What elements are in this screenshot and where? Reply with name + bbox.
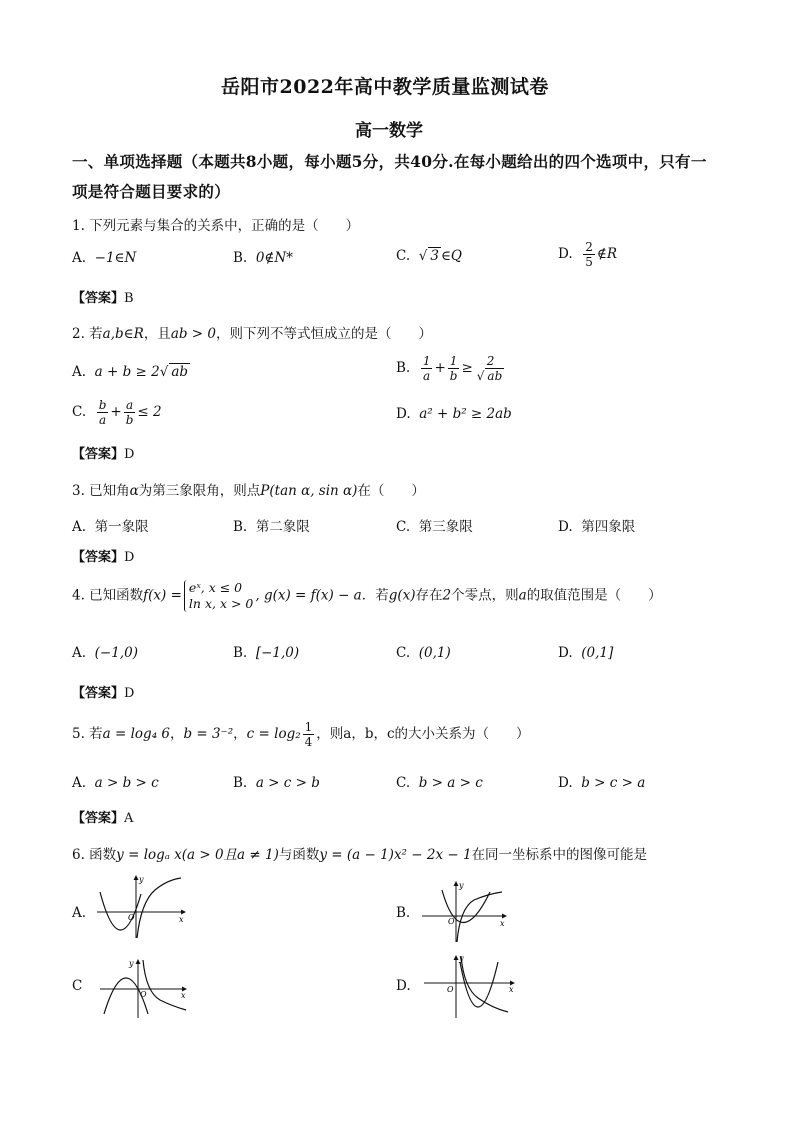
graph-c-y-arrow xyxy=(136,959,141,964)
q1-answer-value: B xyxy=(124,291,134,306)
q2-c-num2: a xyxy=(126,398,134,412)
q2-option-a-label: A. xyxy=(72,364,87,380)
q4-option-c-text: (0,1) xyxy=(418,645,451,661)
q3-option-a xyxy=(72,515,149,535)
q2-b-den3: ab xyxy=(487,369,503,383)
graph-a-log-curve xyxy=(137,878,181,938)
q6-graph-c xyxy=(98,952,198,1022)
q2-option-c-label: C. xyxy=(72,404,87,420)
q5-stem-pre: 5. 若 xyxy=(72,726,103,742)
q2-c-rest: ≤ 2 xyxy=(137,404,162,420)
q4-option-c-label: C. xyxy=(396,645,411,661)
q6-option-b-label: B. xyxy=(396,905,411,921)
q5-answer-value: A xyxy=(124,811,134,826)
graph-a-y-label: y xyxy=(139,875,144,884)
q1-option-c-text: ∈Q xyxy=(440,248,462,264)
q5-option-d-label: D. xyxy=(558,775,573,791)
q5-stem-c: c = log₂ xyxy=(246,726,301,742)
q2-b-num2: 1 xyxy=(449,354,458,368)
graph-d-y-label: y xyxy=(459,954,464,963)
q6-stem-math2: y = (a − 1)x² − 2x − 1 xyxy=(319,847,472,863)
q3-stem-post: 在（ ） xyxy=(357,483,425,499)
q1-option-d-numerator: 2 xyxy=(585,240,593,254)
q1-option-c-label: C. xyxy=(396,248,411,264)
q2-option-a-text: a + b ≥ 2 xyxy=(94,364,160,380)
q4-option-d-label: D. xyxy=(558,645,573,661)
q4-option-b-label: B. xyxy=(233,645,248,661)
q4-option-c xyxy=(396,645,451,661)
section-heading-line2: 项是符合题目要求的） xyxy=(72,182,231,201)
question-6-stem xyxy=(72,843,647,863)
graph-a-x-label: x xyxy=(179,915,184,924)
q6-stem-pre: 6. 函数 xyxy=(72,847,117,863)
q3-option-c-label: C. xyxy=(396,519,411,535)
q5-option-a-label: A. xyxy=(72,775,87,791)
q1-option-a xyxy=(72,250,136,266)
q6-graph-b xyxy=(420,876,520,946)
q2-option-a-radicand: ab xyxy=(171,364,189,380)
q2-option-d xyxy=(396,406,512,422)
q3-option-a-text: 第一象限 xyxy=(94,519,149,535)
q2-b-den1: a xyxy=(423,369,431,383)
section-heading-line1: 一、单项选择题（本题共8小题，每小题5分，共40分.在每小题给出的四个选项中，只有一 xyxy=(72,152,707,171)
q5-c-den: 4 xyxy=(304,735,313,749)
q2-stem-mid: ，且 xyxy=(143,326,171,342)
graph-a-x-arrow xyxy=(181,910,186,915)
q5-option-c-text: b > a > c xyxy=(418,775,483,791)
q1-option-a-text: −1∈N xyxy=(94,250,137,266)
q5-stem-post: ，则a，b，c的大小关系为（ ） xyxy=(316,726,530,742)
q3-option-d xyxy=(558,515,635,535)
q5-option-d xyxy=(558,775,645,791)
q1-option-d-label: D. xyxy=(558,246,573,262)
q2-c-den1: a xyxy=(99,413,107,427)
q2-b-num3: 2 xyxy=(486,354,495,368)
q4-option-a-text: (−1,0) xyxy=(94,645,138,661)
q1-option-b-label: B. xyxy=(233,250,248,266)
q3-option-c xyxy=(396,515,473,535)
q4-option-d xyxy=(558,645,613,661)
q6-stem-mid: 与函数 xyxy=(278,847,320,863)
q1-option-b xyxy=(233,250,293,266)
q2-b-plus: + xyxy=(434,360,446,376)
q3-stem-math2: P(tan α, sin α) xyxy=(260,483,358,499)
graph-c-x-label: x xyxy=(181,991,186,1000)
q4-stem-mid3: 个零点，则 xyxy=(451,587,519,604)
q4-stem-post: 的取值范围是（ ） xyxy=(526,587,662,604)
q4-answer xyxy=(72,682,134,701)
q4-answer-value: D xyxy=(124,686,135,701)
q4-stem-a: a xyxy=(518,587,527,604)
q5-option-c-label: C. xyxy=(396,775,411,791)
q3-answer-value: D xyxy=(124,550,135,565)
graph-b-x-arrow xyxy=(502,914,507,919)
q5-option-a xyxy=(72,775,159,791)
q3-option-b-text: 第二象限 xyxy=(255,519,310,535)
q5-option-b-text: a > c > b xyxy=(255,775,320,791)
page-subtitle: 高一数学 xyxy=(355,121,423,141)
graph-d-log-curve xyxy=(461,956,508,1012)
q5-option-a-text: a > b > c xyxy=(94,775,159,791)
q2-option-b: B. $\frac{1}{a}$ + $\frac{1}{b}$ ≥ $\frac{2}{√ ab}$ xyxy=(396,354,503,383)
q4-case1: eˣ, x ≤ 0 xyxy=(188,580,243,595)
q5-option-b xyxy=(233,775,320,791)
q5-option-b-label: B. xyxy=(233,775,248,791)
q6-graph-d xyxy=(422,952,522,1022)
question-3-stem xyxy=(72,479,425,499)
q4-stem-pre: 4. 已知函数 xyxy=(72,587,144,604)
graph-d-origin-label: O xyxy=(447,985,454,994)
q4-stem-two: 2 xyxy=(442,587,452,604)
q2-b-den2: b xyxy=(449,369,458,383)
graph-b-log-curve xyxy=(457,892,502,942)
graph-a-y-arrow xyxy=(134,875,139,880)
q5-stem-b: b = 3⁻² xyxy=(183,726,234,742)
q3-option-b-label: B. xyxy=(233,519,248,535)
q5-comma2: ， xyxy=(233,726,247,742)
q3-option-d-label: D. xyxy=(558,519,573,535)
q5-answer-tag: 【答案】 xyxy=(72,811,125,826)
q4-answer-tag: 【答案】 xyxy=(72,686,125,701)
q3-option-b xyxy=(233,515,310,535)
graph-c-y-label: y xyxy=(129,959,134,968)
q3-option-d-text: 第四象限 xyxy=(581,519,636,535)
q4-stem-g2: g(x) xyxy=(388,587,416,604)
graph-b-x-label: x xyxy=(500,919,505,928)
q1-option-c-radicand: 3 xyxy=(430,248,439,264)
q1-option-d-text: ∉R xyxy=(596,246,618,262)
question-4-stem xyxy=(72,580,662,612)
page-title: 岳阳市2022年高中教学质量监测试卷 xyxy=(221,76,549,98)
q3-option-c-text: 第三象限 xyxy=(418,519,473,535)
graph-a-parabola xyxy=(100,892,141,930)
q1-option-c: C. √ 3 ∈Q xyxy=(396,248,462,264)
graph-d-x-label: x xyxy=(509,985,514,994)
graph-d-y-arrow xyxy=(454,955,459,960)
q2-answer-value: D xyxy=(124,447,135,462)
q2-b-num1: 1 xyxy=(422,354,431,368)
question-5-stem xyxy=(72,720,530,749)
q5-stem-a: a = log₄ 6 xyxy=(102,726,170,742)
q4-option-b xyxy=(233,645,299,661)
q6-option-a-label: A. xyxy=(72,905,87,921)
q3-stem-math1: α xyxy=(129,483,139,499)
q3-answer-tag: 【答案】 xyxy=(72,550,125,565)
q3-answer xyxy=(72,546,134,565)
q5-comma1: ， xyxy=(170,726,184,742)
graph-a-origin-label: O xyxy=(128,913,135,922)
q2-stem-math2: ab > 0 xyxy=(170,326,216,342)
q2-answer xyxy=(72,443,134,462)
q2-c-den2: b xyxy=(125,413,134,427)
q6-option-d-label: D. xyxy=(396,978,411,994)
q4-piecewise xyxy=(184,580,253,612)
q5-answer xyxy=(72,807,133,826)
q4-option-b-text: [−1,0) xyxy=(255,645,300,661)
graph-b-y-arrow xyxy=(454,881,459,886)
q2-b-ge: ≥ xyxy=(461,360,473,376)
q2-option-b-label: B. xyxy=(396,360,411,376)
graph-c-origin-label: O xyxy=(140,990,147,999)
q6-stem-post: 在同一坐标系中的图像可能是 xyxy=(471,847,648,863)
q4-stem-g: , g(x) = f(x) − a xyxy=(255,587,362,604)
q4-option-a xyxy=(72,645,138,661)
q2-answer-tag: 【答案】 xyxy=(72,447,125,462)
q2-option-a: A. a + b ≥ 2√ ab xyxy=(72,364,189,380)
q6-graph-a xyxy=(95,872,195,942)
question-1-stem: 1. 下列元素与集合的关系中，正确的是（ ） xyxy=(72,218,360,234)
q1-option-d-denominator: 5 xyxy=(585,255,593,269)
q5-option-c xyxy=(396,775,483,791)
graph-b-y-label: y xyxy=(459,881,464,890)
q6-option-c-label: C xyxy=(72,978,83,994)
q2-stem-pre: 2. 若 xyxy=(72,326,103,342)
q2-option-d-text: a² + b² ≥ 2ab xyxy=(419,406,512,422)
q4-stem-mid: ．若 xyxy=(361,587,389,604)
q5-c-num: 1 xyxy=(304,720,313,734)
q4-case2: ln x, x > 0 xyxy=(188,596,254,611)
q3-stem-pre: 3. 已知角 xyxy=(72,483,130,499)
q4-option-a-label: A. xyxy=(72,645,87,661)
q1-option-a-label: A. xyxy=(72,250,87,266)
q3-stem-mid: 为第三象限角，则点 xyxy=(138,483,261,499)
q4-option-d-text: (0,1] xyxy=(581,645,614,661)
q4-stem-mid2: 存在 xyxy=(415,587,443,604)
q1-answer-tag: 【答案】 xyxy=(72,291,125,306)
q1-answer xyxy=(72,287,134,306)
q4-stem-f: f(x) = xyxy=(143,587,182,604)
q6-stem-math1: y = logₐ x(a > 0且a ≠ 1) xyxy=(116,847,279,863)
graph-b-origin-label: O xyxy=(448,917,455,926)
graph-d-parabola xyxy=(460,962,498,1007)
q2-stem-math1: a,b∈R xyxy=(102,326,144,342)
q2-option-d-label: D. xyxy=(396,406,411,422)
q5-option-d-text: b > c > a xyxy=(581,775,646,791)
q1-option-b-text: 0∉N* xyxy=(255,250,293,266)
graph-c-log-curve xyxy=(143,960,186,1010)
q2-c-num1: b xyxy=(98,398,107,412)
question-2-stem xyxy=(72,322,432,342)
q2-stem-post: ，则下列不等式恒成立的是（ ） xyxy=(216,326,432,342)
q2-c-plus: + xyxy=(110,404,122,420)
q1-option-d xyxy=(558,240,617,269)
q2-option-c xyxy=(72,398,162,427)
q3-option-a-label: A. xyxy=(72,519,87,535)
